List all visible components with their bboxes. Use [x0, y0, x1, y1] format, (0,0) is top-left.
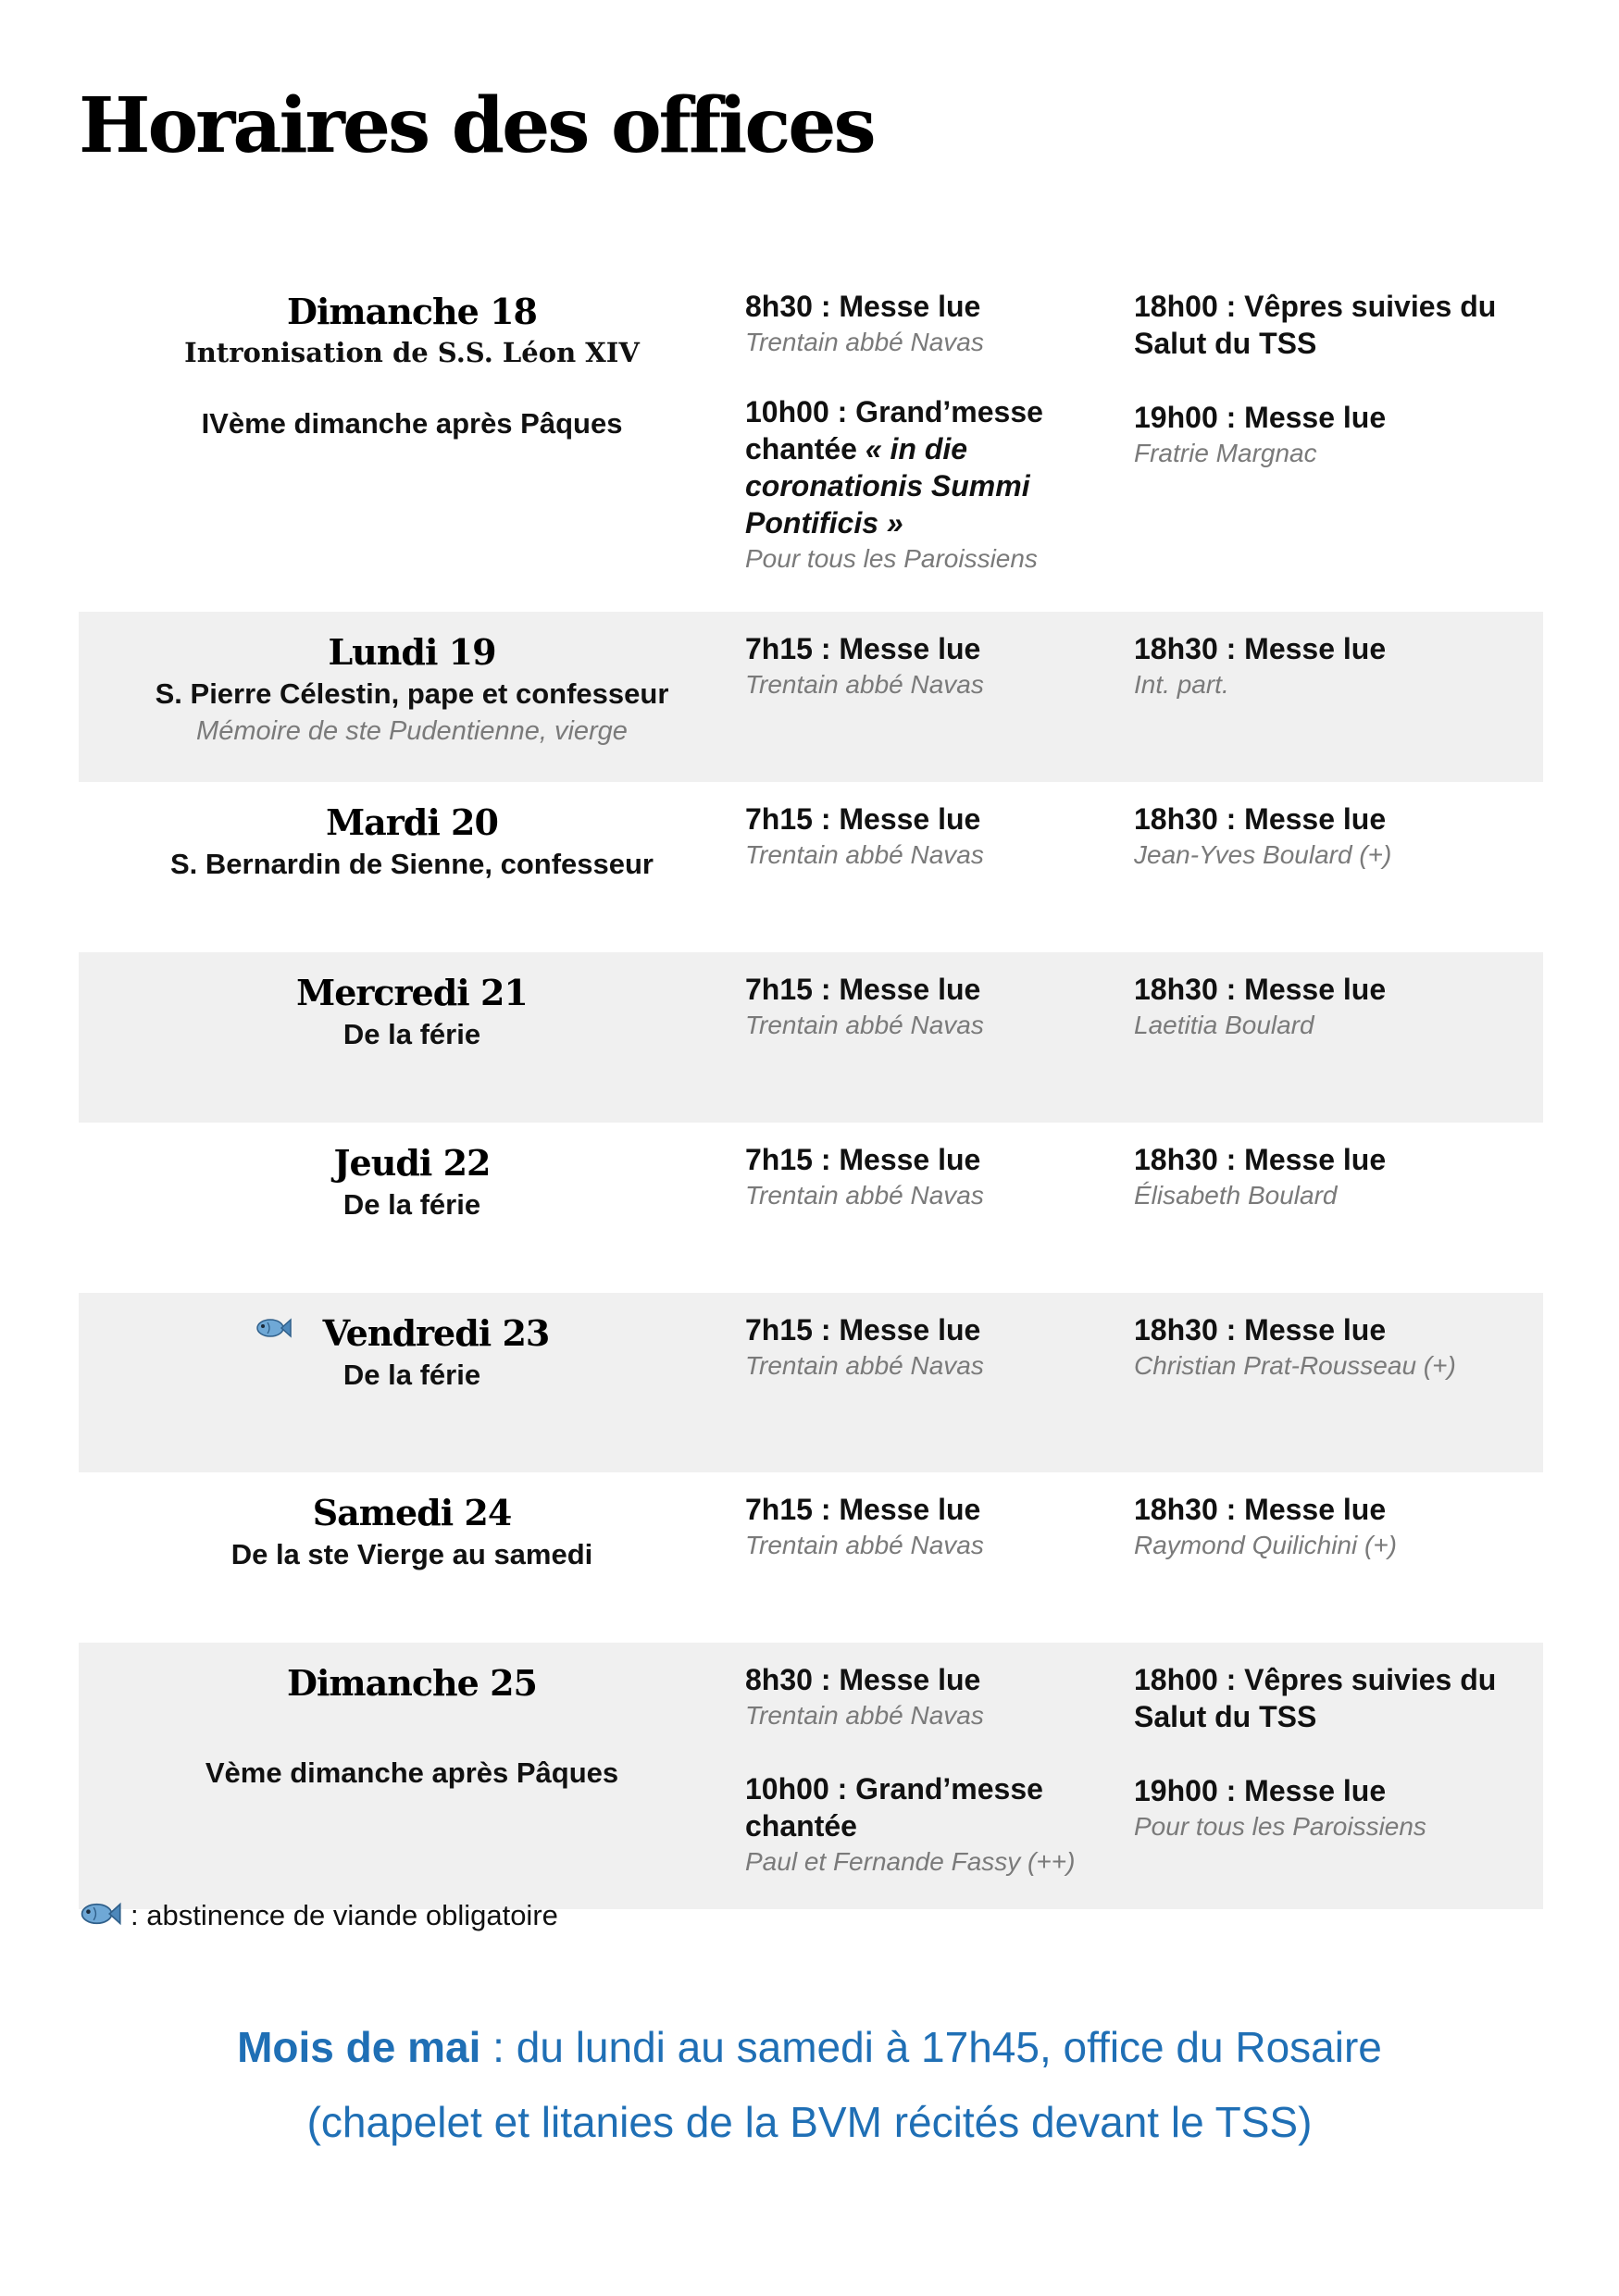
- service-time: 19h00 : Messe lue: [1134, 401, 1387, 434]
- service-entry: [1134, 288, 1543, 362]
- feast-label: De la férie: [342, 1188, 481, 1221]
- evening-cell: [1134, 782, 1543, 952]
- schedule-row: [79, 1123, 1543, 1293]
- day-label: Mercredi 21: [296, 972, 528, 1013]
- rosary-notice-line1: [0, 2010, 1619, 2085]
- feast-label: De la férie: [342, 1018, 481, 1050]
- legend-text: : abstinence de viande obligatoire: [131, 1899, 558, 1931]
- feast-label: S. Bernardin de Sienne, confesseur: [170, 848, 654, 880]
- service-intention: Trentain abbé Navas: [745, 1531, 984, 1559]
- day-label: Samedi 24: [312, 1492, 512, 1533]
- fish-icon: [79, 1899, 121, 1929]
- service-entry: [745, 393, 1134, 577]
- schedule-row: [79, 273, 1543, 612]
- service-time: 18h30 : Messe lue: [1134, 1313, 1387, 1347]
- schedule-row: [79, 1643, 1543, 1909]
- service-time: 18h30 : Messe lue: [1134, 1143, 1387, 1176]
- service-title-latin: « in die coronationis Summi Pontificis »: [745, 432, 1030, 540]
- schedule-row: [79, 1293, 1543, 1472]
- service-intention: Raymond Quilichini (+): [1134, 1531, 1397, 1559]
- service-time: 8h30 : Messe lue: [745, 290, 981, 323]
- service-label: 10h00 : Grand’messe chantée: [745, 395, 1043, 465]
- morning-cell: [745, 1293, 1134, 1472]
- evening-cell: [1134, 1123, 1543, 1293]
- day-label: Mardi 20: [326, 801, 498, 843]
- service-time: 7h15 : Messe lue: [745, 1143, 981, 1176]
- day-label: Jeudi 22: [333, 1142, 491, 1184]
- day-label-text: Vendredi 23: [322, 1312, 550, 1354]
- day-cell: [79, 1293, 745, 1472]
- rosary-notice: [0, 2010, 1619, 2160]
- service-intention: Christian Prat-Rousseau (+): [1134, 1351, 1456, 1380]
- legend: [79, 1899, 558, 1932]
- day-cell: [79, 273, 745, 612]
- schedule-table: [79, 273, 1543, 1909]
- service-intention: Trentain abbé Navas: [745, 670, 984, 699]
- service-intention: Trentain abbé Navas: [745, 328, 984, 356]
- day-cell: [79, 612, 745, 782]
- service-time: 10h00 : Grand’messe chantée: [745, 1772, 1043, 1843]
- service-intention: Fratrie Margnac: [1134, 439, 1317, 467]
- morning-cell: [745, 1123, 1134, 1293]
- service-intention: Pour tous les Paroissiens: [745, 544, 1038, 573]
- page-title: Horaires des offices: [79, 81, 874, 170]
- evening-cell: [1134, 952, 1543, 1123]
- service-time: [745, 393, 1134, 541]
- day-label: Lundi 19: [328, 631, 496, 673]
- day-cell: [79, 952, 745, 1123]
- evening-cell: [1134, 273, 1543, 612]
- service-entry: [745, 288, 1134, 360]
- service-entry: [745, 1770, 1134, 1880]
- service-entry: [1134, 399, 1543, 471]
- service-time: 18h00 : Vêpres suivies du Salut du TSS: [1134, 1663, 1497, 1733]
- liturgical-day-label: Vème dimanche après Pâques: [205, 1756, 619, 1789]
- feast-label: Intronisation de S.S. Léon XIV: [184, 337, 640, 368]
- service-time: 18h00 : Vêpres suivies du Salut du TSS: [1134, 290, 1497, 360]
- service-time: 7h15 : Messe lue: [745, 973, 981, 1006]
- service-intention: Trentain abbé Navas: [745, 1351, 984, 1380]
- day-cell: [79, 782, 745, 952]
- service-time: 7h15 : Messe lue: [745, 1313, 981, 1347]
- day-label: [79, 1313, 745, 1354]
- service-intention: Trentain abbé Navas: [745, 1011, 984, 1039]
- service-entry: [745, 1661, 1134, 1733]
- feast-label: S. Pierre Célestin, pape et confesseur: [155, 677, 669, 710]
- evening-cell: [1134, 1293, 1543, 1472]
- schedule-row: [79, 782, 1543, 952]
- day-label: Dimanche 25: [287, 1662, 537, 1704]
- service-intention: Pour tous les Paroissiens: [1134, 1812, 1426, 1841]
- service-time: 7h15 : Messe lue: [745, 632, 981, 665]
- service-time: 7h15 : Messe lue: [745, 802, 981, 836]
- feast-label: De la ste Vierge au samedi: [230, 1538, 593, 1570]
- morning-cell: [745, 273, 1134, 612]
- morning-cell: [745, 612, 1134, 782]
- service-intention: Trentain abbé Navas: [745, 840, 984, 869]
- service-time: 7h15 : Messe lue: [745, 1493, 981, 1526]
- rosary-notice-line2: (chapelet et litanies de la BVM récités devant le TSS): [306, 2098, 1313, 2146]
- feast-label: De la férie: [342, 1359, 481, 1391]
- day-cell: [79, 1643, 745, 1909]
- morning-cell: [745, 782, 1134, 952]
- evening-cell: [1134, 1643, 1543, 1909]
- day-label: Dimanche 18: [287, 291, 537, 332]
- schedule-row: [79, 1472, 1543, 1643]
- service-time: 18h30 : Messe lue: [1134, 973, 1387, 1006]
- evening-cell: [1134, 1472, 1543, 1643]
- day-cell: [79, 1472, 745, 1643]
- rosary-schedule: : du lundi au samedi à 17h45, office du Rosaire: [480, 2023, 1382, 2071]
- service-intention: Laetitia Boulard: [1134, 1011, 1314, 1039]
- service-time: 18h30 : Messe lue: [1134, 632, 1387, 665]
- service-entry: [1134, 1772, 1543, 1844]
- evening-cell: [1134, 612, 1543, 782]
- schedule-row: [79, 612, 1543, 782]
- service-intention: Trentain abbé Navas: [745, 1701, 984, 1730]
- service-time: 19h00 : Messe lue: [1134, 1774, 1387, 1807]
- service-intention: Paul et Fernande Fassy (++): [745, 1847, 1076, 1876]
- service-time: 18h30 : Messe lue: [1134, 1493, 1387, 1526]
- service-entry: [1134, 1661, 1543, 1735]
- schedule-row: [79, 952, 1543, 1123]
- service-time: 8h30 : Messe lue: [745, 1663, 981, 1696]
- morning-cell: [745, 952, 1134, 1123]
- morning-cell: [745, 1643, 1134, 1909]
- service-time: 18h30 : Messe lue: [1134, 802, 1387, 836]
- service-intention: Élisabeth Boulard: [1134, 1181, 1338, 1210]
- month-label: Mois de mai: [237, 2023, 481, 2071]
- commemoration-label: Mémoire de ste Pudentienne, vierge: [196, 716, 628, 746]
- liturgical-day-label: IVème dimanche après Pâques: [201, 407, 623, 440]
- fish-icon: [255, 1315, 292, 1341]
- service-intention: Int. part.: [1134, 670, 1229, 699]
- morning-cell: [745, 1472, 1134, 1643]
- day-cell: [79, 1123, 745, 1293]
- service-intention: Jean-Yves Boulard (+): [1134, 840, 1392, 869]
- service-intention: Trentain abbé Navas: [745, 1181, 984, 1210]
